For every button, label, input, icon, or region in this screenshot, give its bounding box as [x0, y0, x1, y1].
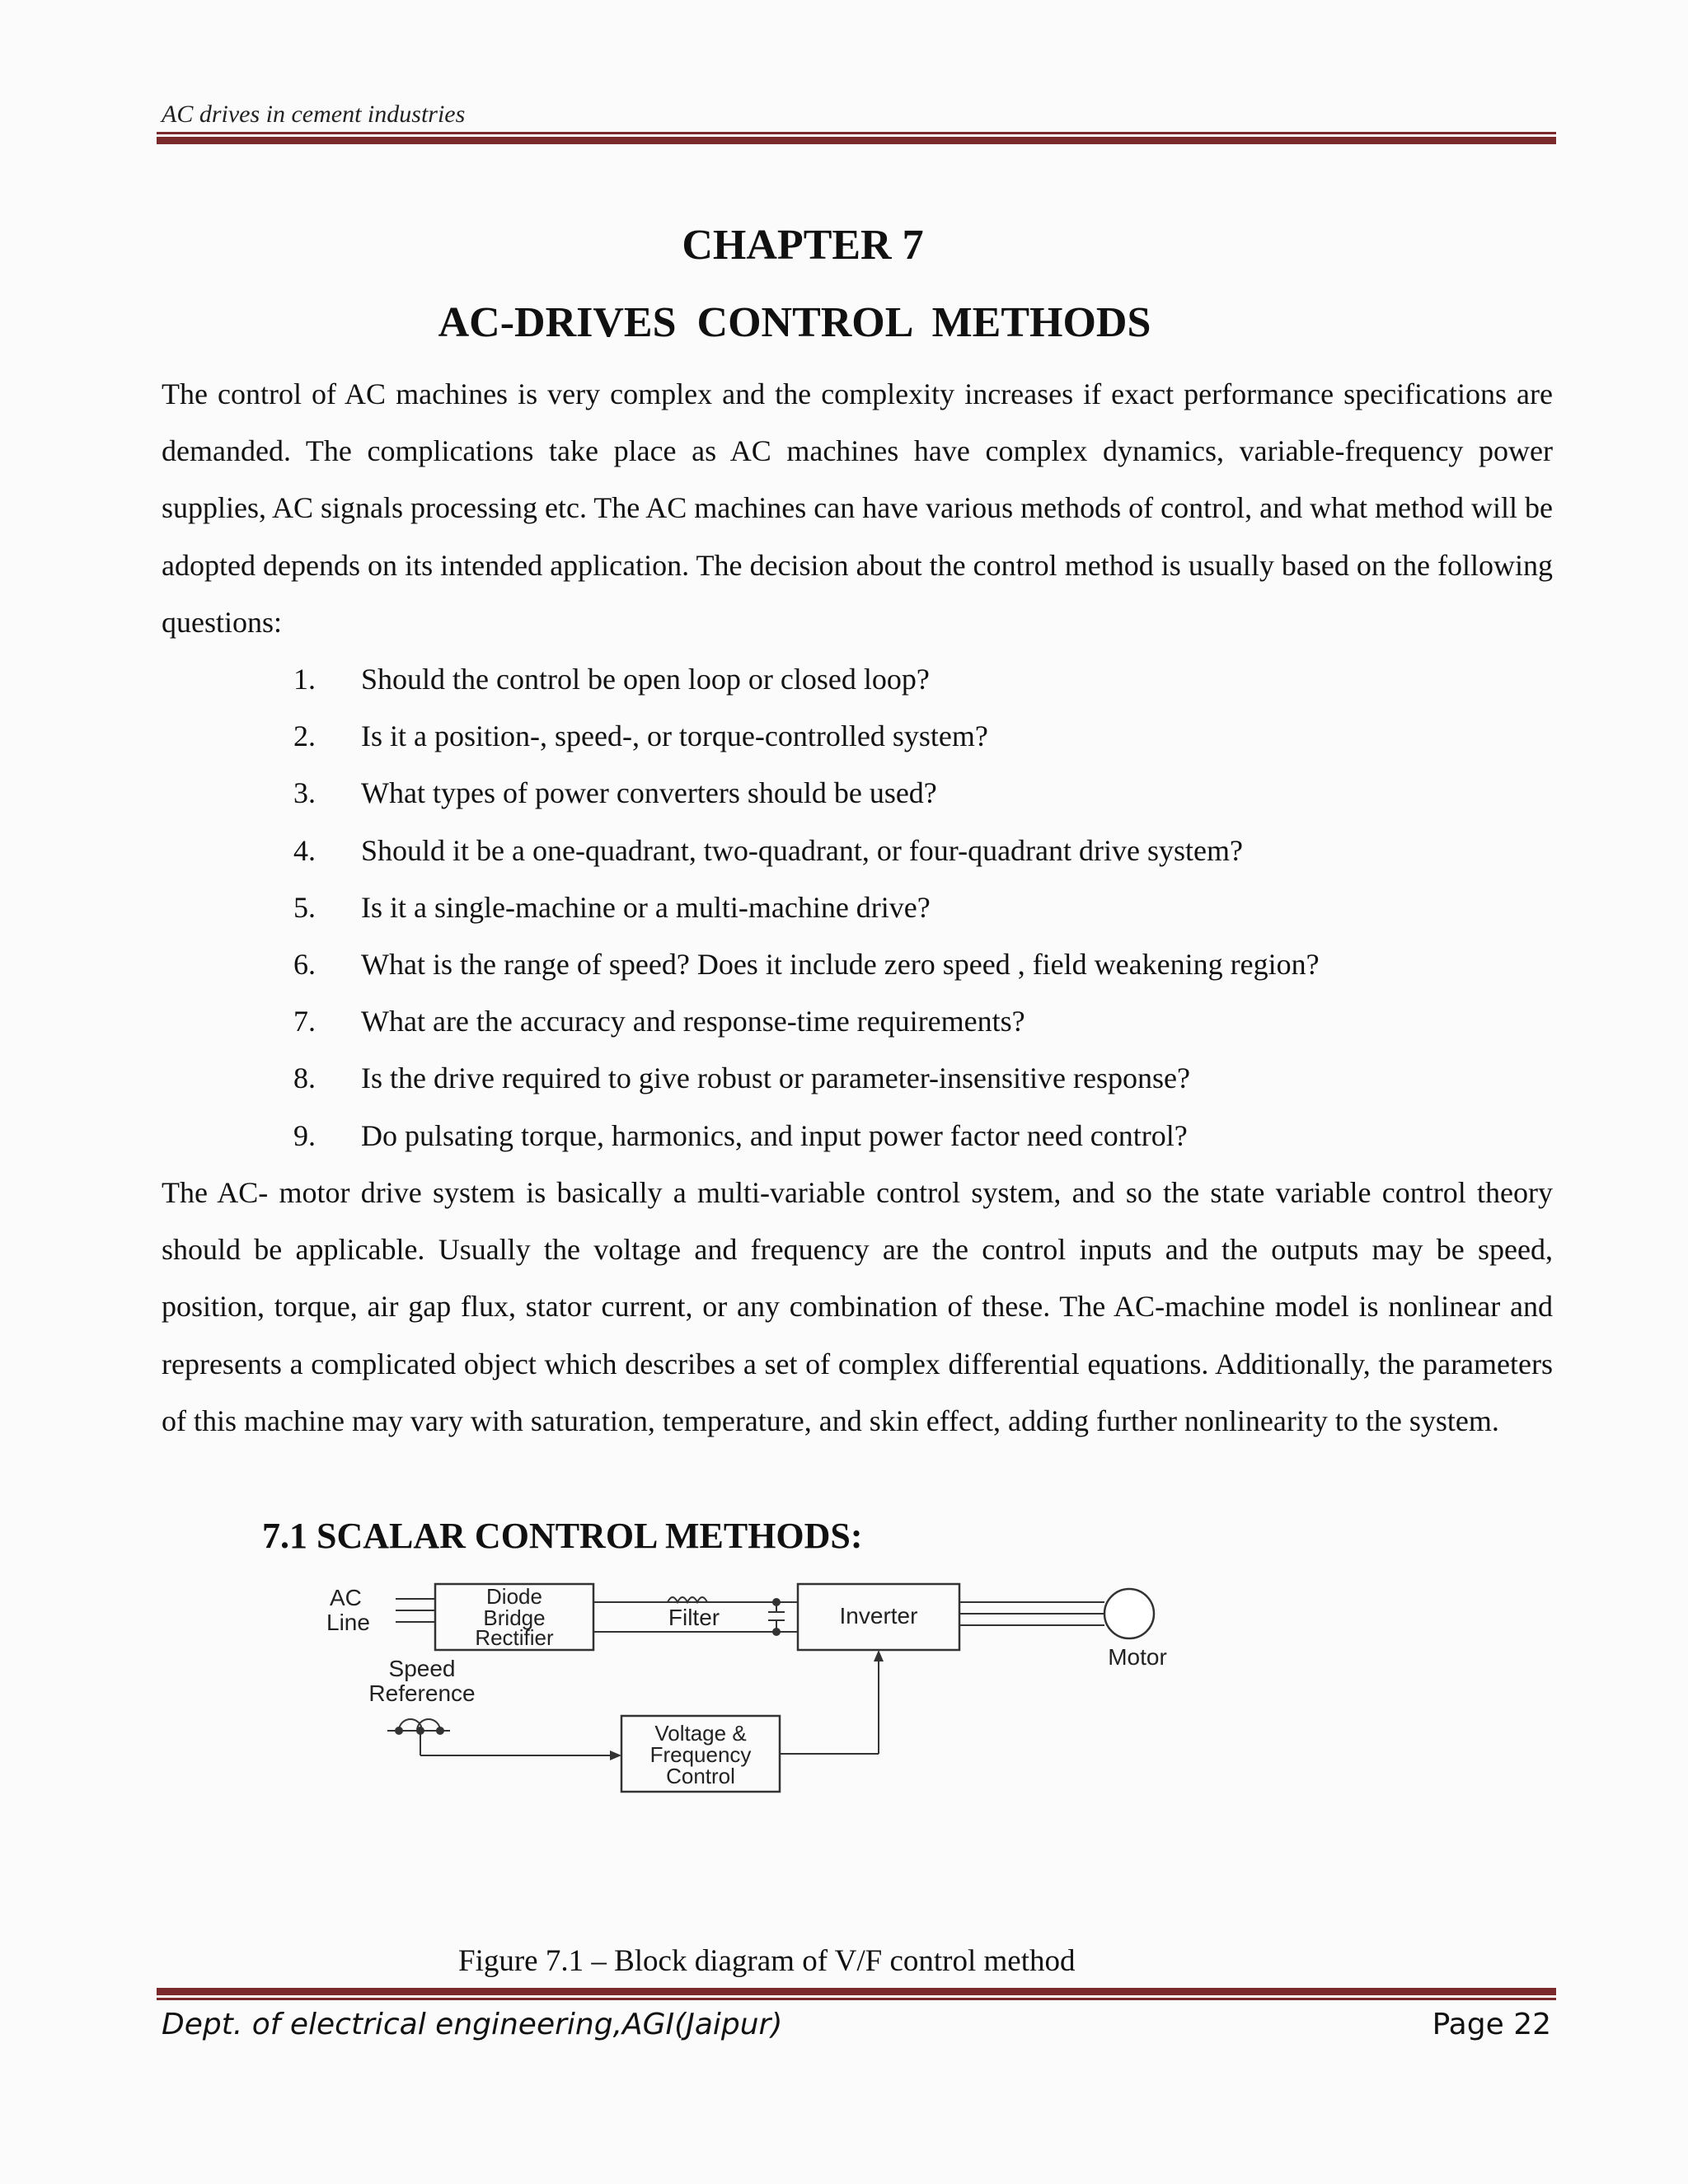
page-number: Page 22 — [1432, 2008, 1551, 2041]
ac-line-label-2: Line — [326, 1610, 370, 1635]
footer-department: Dept. of electrical engineering,AGI(Jaipur) — [162, 2008, 783, 2041]
rectifier-label-2: Bridge — [483, 1605, 546, 1630]
inverter-label: Inverter — [839, 1603, 918, 1629]
system-paragraph: The AC- motor drive system is basically a multi-variable control system, and so the state variable control theory should be applicable. Usually the voltage and frequency are the control inputs and the outputs may be speed, position, torque, air gap flux, stator current, or any combination of these. The AC-machine model is nonlinear and represents a complicated object which describes a set of complex differential equations. Additionally, the parameters of this machine may vary with saturation, temperature, and skin effect, adding further nonlinearity to the system. — [162, 1176, 1553, 1437]
vf-control-label-1: Voltage & — [654, 1721, 747, 1746]
control-signal-path — [780, 1660, 879, 1754]
list-item: 2. Is it a position-, speed-, or torque-controlled system? — [293, 719, 988, 753]
ac-line-label: AC — [330, 1585, 362, 1610]
motor-label: Motor — [1108, 1644, 1167, 1670]
vf-block-diagram — [313, 1566, 1187, 1813]
list-item: 5. Is it a single-machine or a multi-machine drive? — [293, 890, 931, 924]
capacitor-node-icon — [772, 1628, 781, 1636]
terminal-icon — [436, 1727, 444, 1735]
intro-paragraph: The control of AC machines is very complex and the complexity increases if exact performance specifications are demanded. The complications take place as AC machines have complex dynamics, variable-frequency power supplies, AC signals processing etc. The AC machines can have various methods of control, and what method will be adopted depends on its intended application. The decision about the control method is usually based on the following questions: — [162, 377, 1554, 639]
question-list — [293, 651, 1320, 1165]
motor-lines — [959, 1602, 1104, 1625]
chapter-title: AC-DRIVES CONTROL METHODS — [438, 299, 1151, 346]
ac-input-lines — [396, 1599, 435, 1622]
vf-control-label-3: Control — [666, 1764, 735, 1788]
arrow-right-icon — [610, 1750, 621, 1760]
arrow-up-icon — [874, 1650, 884, 1661]
list-item: 7. What are the accuracy and response-time requirements? — [293, 1005, 1025, 1038]
list-item: 8. Is the drive required to give robust or parameter-insensitive response? — [293, 1062, 1190, 1095]
section-heading: 7.1 SCALAR CONTROL METHODS: — [262, 1516, 863, 1556]
rectifier-label-1: Diode — [486, 1584, 542, 1609]
speed-reference-label: Speed — [388, 1656, 456, 1681]
list-item: 3. What types of power converters should be used? — [293, 776, 937, 810]
terminal-icon — [395, 1727, 403, 1735]
figure-caption: Figure 7.1 – Block diagram of V/F control method — [458, 1944, 1076, 1978]
header-rule — [157, 132, 1556, 144]
speed-reference-label-2: Reference — [368, 1680, 476, 1706]
filter-label: Filter — [668, 1605, 720, 1630]
capacitor-node-icon — [772, 1598, 781, 1606]
list-item: 9. Do pulsating torque, harmonics, and input power factor need control? — [293, 1118, 1188, 1152]
list-item: 4. Should it be a one-quadrant, two-quadrant, or four-quadrant drive system? — [293, 833, 1243, 867]
running-header: AC drives in cement industries — [162, 101, 466, 128]
rectifier-label-3: Rectifier — [475, 1625, 554, 1650]
footer-rule — [157, 1988, 1556, 2000]
vf-control-label-2: Frequency — [649, 1742, 752, 1767]
reference-signal-path — [420, 1731, 612, 1755]
list-item: 1. Should the control be open loop or closed loop? — [293, 663, 930, 696]
motor-icon — [1104, 1589, 1154, 1638]
list-item: 6. What is the range of speed? Does it include zero speed , field weakening region? — [293, 948, 1320, 982]
chapter-number: CHAPTER 7 — [682, 222, 924, 269]
